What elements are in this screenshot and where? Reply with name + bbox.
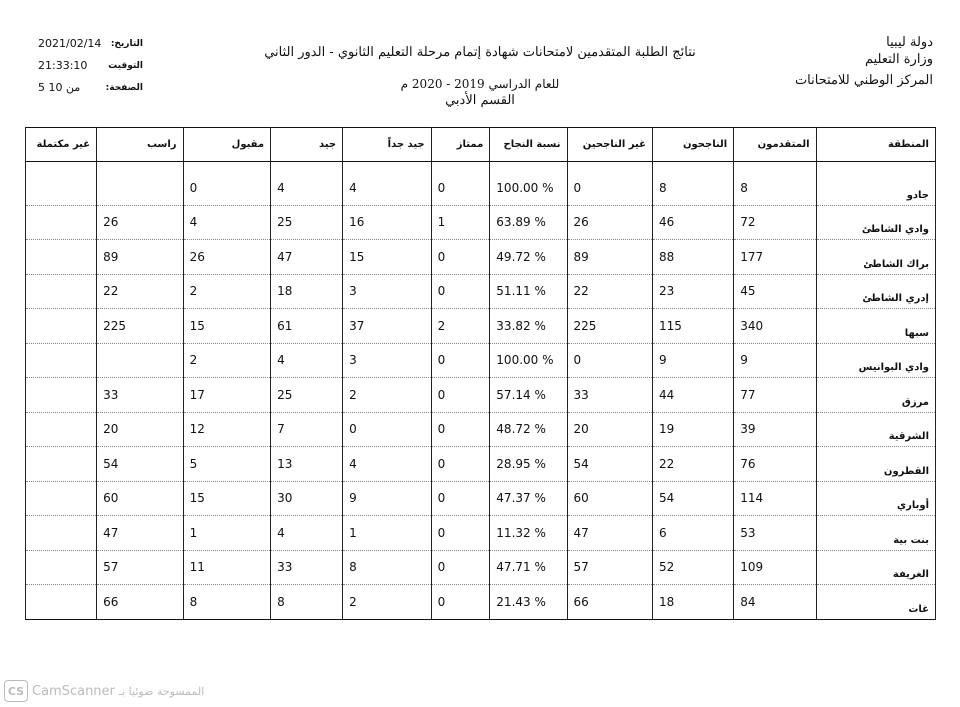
table-cell: 33 <box>271 550 343 585</box>
table-cell: 4 <box>183 205 271 240</box>
table-row <box>26 171 936 205</box>
table-cell: 66 <box>567 585 652 620</box>
table-cell: 54 <box>97 447 183 482</box>
table-cell: 60 <box>97 481 183 516</box>
region-cell: وادي البوانيس <box>816 343 935 378</box>
region-cell: غات <box>816 585 935 620</box>
table-cell: 72 <box>734 205 816 240</box>
table-cell: 26 <box>567 205 652 240</box>
table-cell: 47 <box>97 516 183 551</box>
table-cell: 89 <box>97 240 183 275</box>
spacer-cell <box>816 162 935 172</box>
table-cell: 33 <box>567 378 652 413</box>
table-cell: 39 <box>734 412 816 447</box>
time-row <box>38 55 143 77</box>
table-cell: 25 <box>271 205 343 240</box>
table-cell <box>26 481 97 516</box>
table-cell: 2 <box>343 378 432 413</box>
spacer-cell <box>26 162 97 172</box>
spacer-cell <box>271 162 343 172</box>
region-cell: بنت بية <box>816 516 935 551</box>
table-cell: 1 <box>431 205 490 240</box>
region-cell: سبها <box>816 309 935 344</box>
table-cell: 8 <box>734 171 816 205</box>
region-cell: أوباري <box>816 481 935 516</box>
date-row <box>38 33 143 55</box>
table-cell: 84 <box>734 585 816 620</box>
report-title: نتائج الطلبة المتقدمين لامتحانات شهادة إتمام مرحلة التعليم الثانوي - الدور الثاني <box>264 45 696 60</box>
table-cell <box>26 550 97 585</box>
table-cell: 12 <box>183 412 271 447</box>
spacer-cell <box>567 162 652 172</box>
table-cell: 0 <box>431 412 490 447</box>
column-header: غير مكتملة <box>26 128 97 162</box>
table-cell: 33 <box>97 378 183 413</box>
table-cell: 0 <box>431 274 490 309</box>
table-cell: 4 <box>271 343 343 378</box>
table-cell: 22 <box>97 274 183 309</box>
page-label: الصفحة: <box>105 83 143 93</box>
region-cell: القطرون <box>816 447 935 482</box>
table-cell <box>26 309 97 344</box>
table-cell: 54 <box>652 481 733 516</box>
table-cell: 77 <box>734 378 816 413</box>
table-cell: 177 <box>734 240 816 275</box>
table-cell: 0 <box>431 343 490 378</box>
table-cell <box>26 516 97 551</box>
table-row <box>26 516 936 551</box>
spacer-cell <box>431 162 490 172</box>
table-cell: 8 <box>343 550 432 585</box>
spacer-cell <box>343 162 432 172</box>
table-cell: 1 <box>183 516 271 551</box>
center-name: المركز الوطني للامتحانات <box>794 73 933 88</box>
table-cell: 115 <box>652 309 733 344</box>
table-cell: 15 <box>343 240 432 275</box>
table-cell: 57 <box>97 550 183 585</box>
table-cell: 23 <box>652 274 733 309</box>
table-cell: 17 <box>183 378 271 413</box>
table-cell: 4 <box>271 516 343 551</box>
table-cell: 3 <box>343 343 432 378</box>
table-cell: 225 <box>97 309 183 344</box>
table-cell: 3 <box>343 274 432 309</box>
table-cell <box>26 447 97 482</box>
camscanner-brand: CamScanner <box>32 683 115 699</box>
table-cell: % 100.00 <box>490 343 567 378</box>
table-cell: 2 <box>431 309 490 344</box>
table-cell <box>26 412 97 447</box>
camscanner-watermark <box>4 680 204 702</box>
table-cell: 57 <box>567 550 652 585</box>
table-row <box>26 274 936 309</box>
table-row <box>26 240 936 275</box>
table-row <box>26 550 936 585</box>
table-cell: 47 <box>271 240 343 275</box>
table-cell: 60 <box>567 481 652 516</box>
table-cell: 9 <box>652 343 733 378</box>
column-header: جيد جداً <box>343 128 432 162</box>
table-cell: % 48.72 <box>490 412 567 447</box>
table-cell: 0 <box>183 171 271 205</box>
results-table <box>25 127 936 620</box>
table-cell: 4 <box>343 171 432 205</box>
table-cell: 45 <box>734 274 816 309</box>
page-row <box>38 77 143 99</box>
column-header: المنطقة <box>816 128 935 162</box>
table-header-row <box>26 128 936 162</box>
table-cell: 0 <box>431 240 490 275</box>
table-cell: 1 <box>343 516 432 551</box>
section-name: القسم الأدبي <box>445 93 515 108</box>
column-header: راسب <box>97 128 183 162</box>
table-cell: 225 <box>567 309 652 344</box>
table-cell: 0 <box>431 516 490 551</box>
table-row <box>26 378 936 413</box>
table-cell: 20 <box>567 412 652 447</box>
report-title-block <box>250 42 710 109</box>
table-cell: 22 <box>652 447 733 482</box>
table-cell: 4 <box>271 171 343 205</box>
table-cell: 0 <box>431 585 490 620</box>
table-cell <box>97 343 183 378</box>
column-header: المتقدمون <box>734 128 816 162</box>
table-spacer-row <box>26 162 936 172</box>
table-cell <box>97 171 183 205</box>
table-cell: 6 <box>652 516 733 551</box>
table-cell: 22 <box>567 274 652 309</box>
table-body <box>26 162 936 620</box>
table-cell: 0 <box>431 171 490 205</box>
table-cell: 13 <box>271 447 343 482</box>
region-cell: براك الشاطئ <box>816 240 935 275</box>
table-cell: 26 <box>183 240 271 275</box>
region-cell: الغريفة <box>816 550 935 585</box>
table-cell: 53 <box>734 516 816 551</box>
table-cell: 15 <box>183 481 271 516</box>
table-row <box>26 343 936 378</box>
table-cell: % 28.95 <box>490 447 567 482</box>
table-cell: 114 <box>734 481 816 516</box>
table-cell: 37 <box>343 309 432 344</box>
spacer-cell <box>734 162 816 172</box>
table-cell: 340 <box>734 309 816 344</box>
column-header: غير الناجحين <box>567 128 652 162</box>
academic-year: للعام الدراسي 2019 - 2020 م <box>400 77 560 91</box>
table-cell: 25 <box>271 378 343 413</box>
table-cell: 2 <box>343 585 432 620</box>
camscanner-caption: الممسوحة ضوئيا بـ <box>118 684 205 698</box>
table-cell <box>26 378 97 413</box>
table-row <box>26 412 936 447</box>
table-cell: 4 <box>343 447 432 482</box>
region-cell: وادي الشاطئ <box>816 205 935 240</box>
table-cell: 8 <box>652 171 733 205</box>
date-value: 2021/02/14 <box>38 37 102 50</box>
table-cell: 61 <box>271 309 343 344</box>
table-cell: 11 <box>183 550 271 585</box>
region-cell: إدري الشاطئ <box>816 274 935 309</box>
column-header: ممتاز <box>431 128 490 162</box>
table-cell: % 33.82 <box>490 309 567 344</box>
table-cell <box>26 274 97 309</box>
table-cell: 0 <box>431 481 490 516</box>
column-header: مقبول <box>183 128 271 162</box>
region-cell: الشرقية <box>816 412 935 447</box>
table-cell: 19 <box>652 412 733 447</box>
table-cell: 44 <box>652 378 733 413</box>
table-cell: 0 <box>343 412 432 447</box>
table-row <box>26 309 936 344</box>
region-cell: جادو <box>816 171 935 205</box>
table-cell <box>26 240 97 275</box>
table-cell: 18 <box>652 585 733 620</box>
table-cell <box>26 343 97 378</box>
table-cell: % 47.71 <box>490 550 567 585</box>
table-cell: 8 <box>183 585 271 620</box>
table-row <box>26 481 936 516</box>
table-cell: 16 <box>343 205 432 240</box>
table-cell: % 49.72 <box>490 240 567 275</box>
column-header: نسبة النجاح <box>490 128 567 162</box>
table-cell: 76 <box>734 447 816 482</box>
table-cell: 0 <box>431 447 490 482</box>
table-cell: 0 <box>431 378 490 413</box>
spacer-cell <box>97 162 183 172</box>
table-cell: 89 <box>567 240 652 275</box>
meta-block <box>38 33 143 99</box>
table-cell: 8 <box>271 585 343 620</box>
table-cell: % 21.43 <box>490 585 567 620</box>
table-cell: 2 <box>183 343 271 378</box>
table-cell: 88 <box>652 240 733 275</box>
issuer-block <box>795 34 933 89</box>
table-cell: 15 <box>183 309 271 344</box>
table-cell: % 11.32 <box>490 516 567 551</box>
table-cell: 2 <box>183 274 271 309</box>
region-cell: مرزق <box>816 378 935 413</box>
table-cell: 18 <box>271 274 343 309</box>
camscanner-logo: CS <box>4 680 28 702</box>
table-cell: 109 <box>734 550 816 585</box>
table-cell: 52 <box>652 550 733 585</box>
table-cell: 47 <box>567 516 652 551</box>
table-cell: 26 <box>97 205 183 240</box>
table-cell: % 57.14 <box>490 378 567 413</box>
table-cell: 5 <box>183 447 271 482</box>
table-cell: 9 <box>343 481 432 516</box>
table-cell: 7 <box>271 412 343 447</box>
ministry-name: وزارة التعليم <box>864 52 933 67</box>
table-row <box>26 585 936 620</box>
spacer-cell <box>490 162 567 172</box>
column-header: الناجحون <box>652 128 733 162</box>
table-cell: 46 <box>652 205 733 240</box>
table-cell: 66 <box>97 585 183 620</box>
spacer-cell <box>652 162 733 172</box>
table-cell: % 51.11 <box>490 274 567 309</box>
table-cell <box>26 585 97 620</box>
table-cell: 30 <box>271 481 343 516</box>
table-cell <box>26 205 97 240</box>
table-row <box>26 205 936 240</box>
table-cell: % 100.00 <box>490 171 567 205</box>
time-label: التوقيت <box>108 61 143 71</box>
table-cell: 0 <box>567 343 652 378</box>
date-label: التاريخ: <box>110 39 143 49</box>
spacer-cell <box>183 162 271 172</box>
table-cell: % 47.37 <box>490 481 567 516</box>
column-header: جيد <box>271 128 343 162</box>
table-row <box>26 447 936 482</box>
table-cell <box>26 171 97 205</box>
time-value: 21:33:10 <box>38 59 88 72</box>
table-cell: 20 <box>97 412 183 447</box>
table-cell: 54 <box>567 447 652 482</box>
table-cell: 0 <box>431 550 490 585</box>
table-cell: 9 <box>734 343 816 378</box>
country-name: دولة ليبيا <box>886 35 933 50</box>
table-cell: % 63.89 <box>490 205 567 240</box>
table-cell: 0 <box>567 171 652 205</box>
page-value: 5 من 10 <box>38 81 81 94</box>
